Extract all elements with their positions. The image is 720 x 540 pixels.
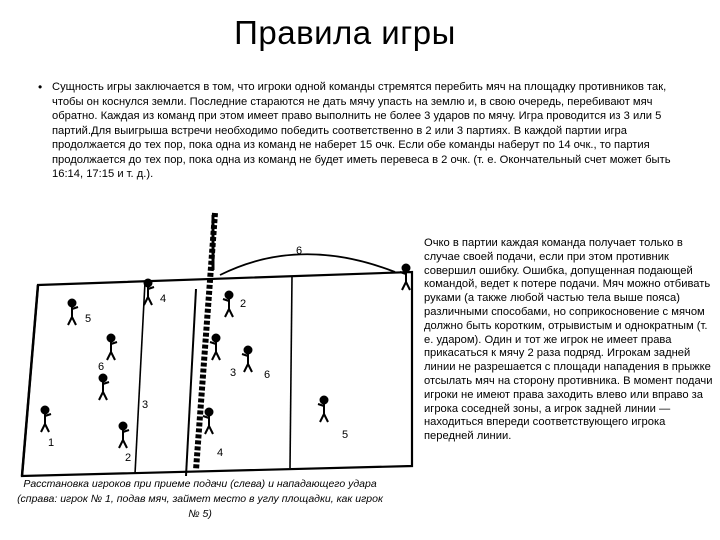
zone-label: 6 bbox=[98, 361, 105, 373]
bullet-marker: • bbox=[38, 80, 43, 94]
zone-label: 1 bbox=[48, 437, 55, 449]
zone-label: 5 bbox=[85, 313, 92, 325]
zone-label: 6 bbox=[296, 245, 303, 257]
rules-paragraph: Сущность игры заключается в том, что игроки одной команды стремятся перебить мяч на площадку противников так, чтобы он коснулся земли. Последние стараются не дать мячу упасть на землю и, в свою очередь, перебивают мяч обратно. Каждая из команд при этом имеет право выполнить не более 3 ударов по мячу. Игра проводится из 3 или 5 партий.Для выигрыша встречи необходимо победить соответственно в 2 или 3 партиях. В каждой партии игра продолжается до тех пор, пока одна из команд не наберет 15 очк. Если обе команды наберут по 14 очк., то партия продолжается до тех пор, пока одна из команд не будет иметь перевеса в 2 очк. (т. е. Окончательный счет может быть 16:14, 17:15 и т. д.). bbox=[52, 81, 671, 180]
zone-label: 2 bbox=[240, 298, 247, 310]
zone-label: 3 bbox=[142, 399, 149, 411]
zone-label: 3 bbox=[230, 367, 237, 379]
serve-trajectory bbox=[220, 254, 395, 275]
zone-label: 2 bbox=[125, 452, 132, 464]
zone-label: 5 bbox=[342, 429, 349, 441]
attack-line-right bbox=[290, 276, 292, 468]
page-title: Правила игры bbox=[234, 14, 456, 51]
side-paragraph: Очко в партии каждая команда получает только в случае своей подачи, если при этом противник совершил ошибку. Ошибка, допущенная подающей командой, ведет к потере подачи. Мяч можно отбивать руками (а также любой частью тела выше пояса) различными способами, но соприкосновение с мячом должно быть коротким, отрывистым и однократным (т. е. ударом). Один и тот же игрок не имеет права прикасаться к мячу 2 раза подряд. Игрокам задней линии не разрешается с площади нападения в прыжке отсылать мяч на сторону противника. В момент подачи игроки не имеют права заходить влево или вправо за игрока соседней зоны, а игрок задней линии — находиться впереди соответствующего игрока передней линии. bbox=[424, 237, 713, 443]
zone-label: 4 bbox=[160, 293, 167, 305]
players bbox=[41, 265, 410, 449]
zone-label: 4 bbox=[217, 447, 224, 459]
figure-caption: Расстановка игроков при приеме подачи (слева) и нападающего удара (справа: игрок № 1, подав мяч, займет место в углу площадки, как игрок № 5) bbox=[17, 478, 383, 520]
zone-label: 6 bbox=[264, 369, 271, 381]
attack-line-left bbox=[135, 282, 145, 474]
court-outline bbox=[22, 272, 412, 476]
net bbox=[186, 213, 215, 476]
